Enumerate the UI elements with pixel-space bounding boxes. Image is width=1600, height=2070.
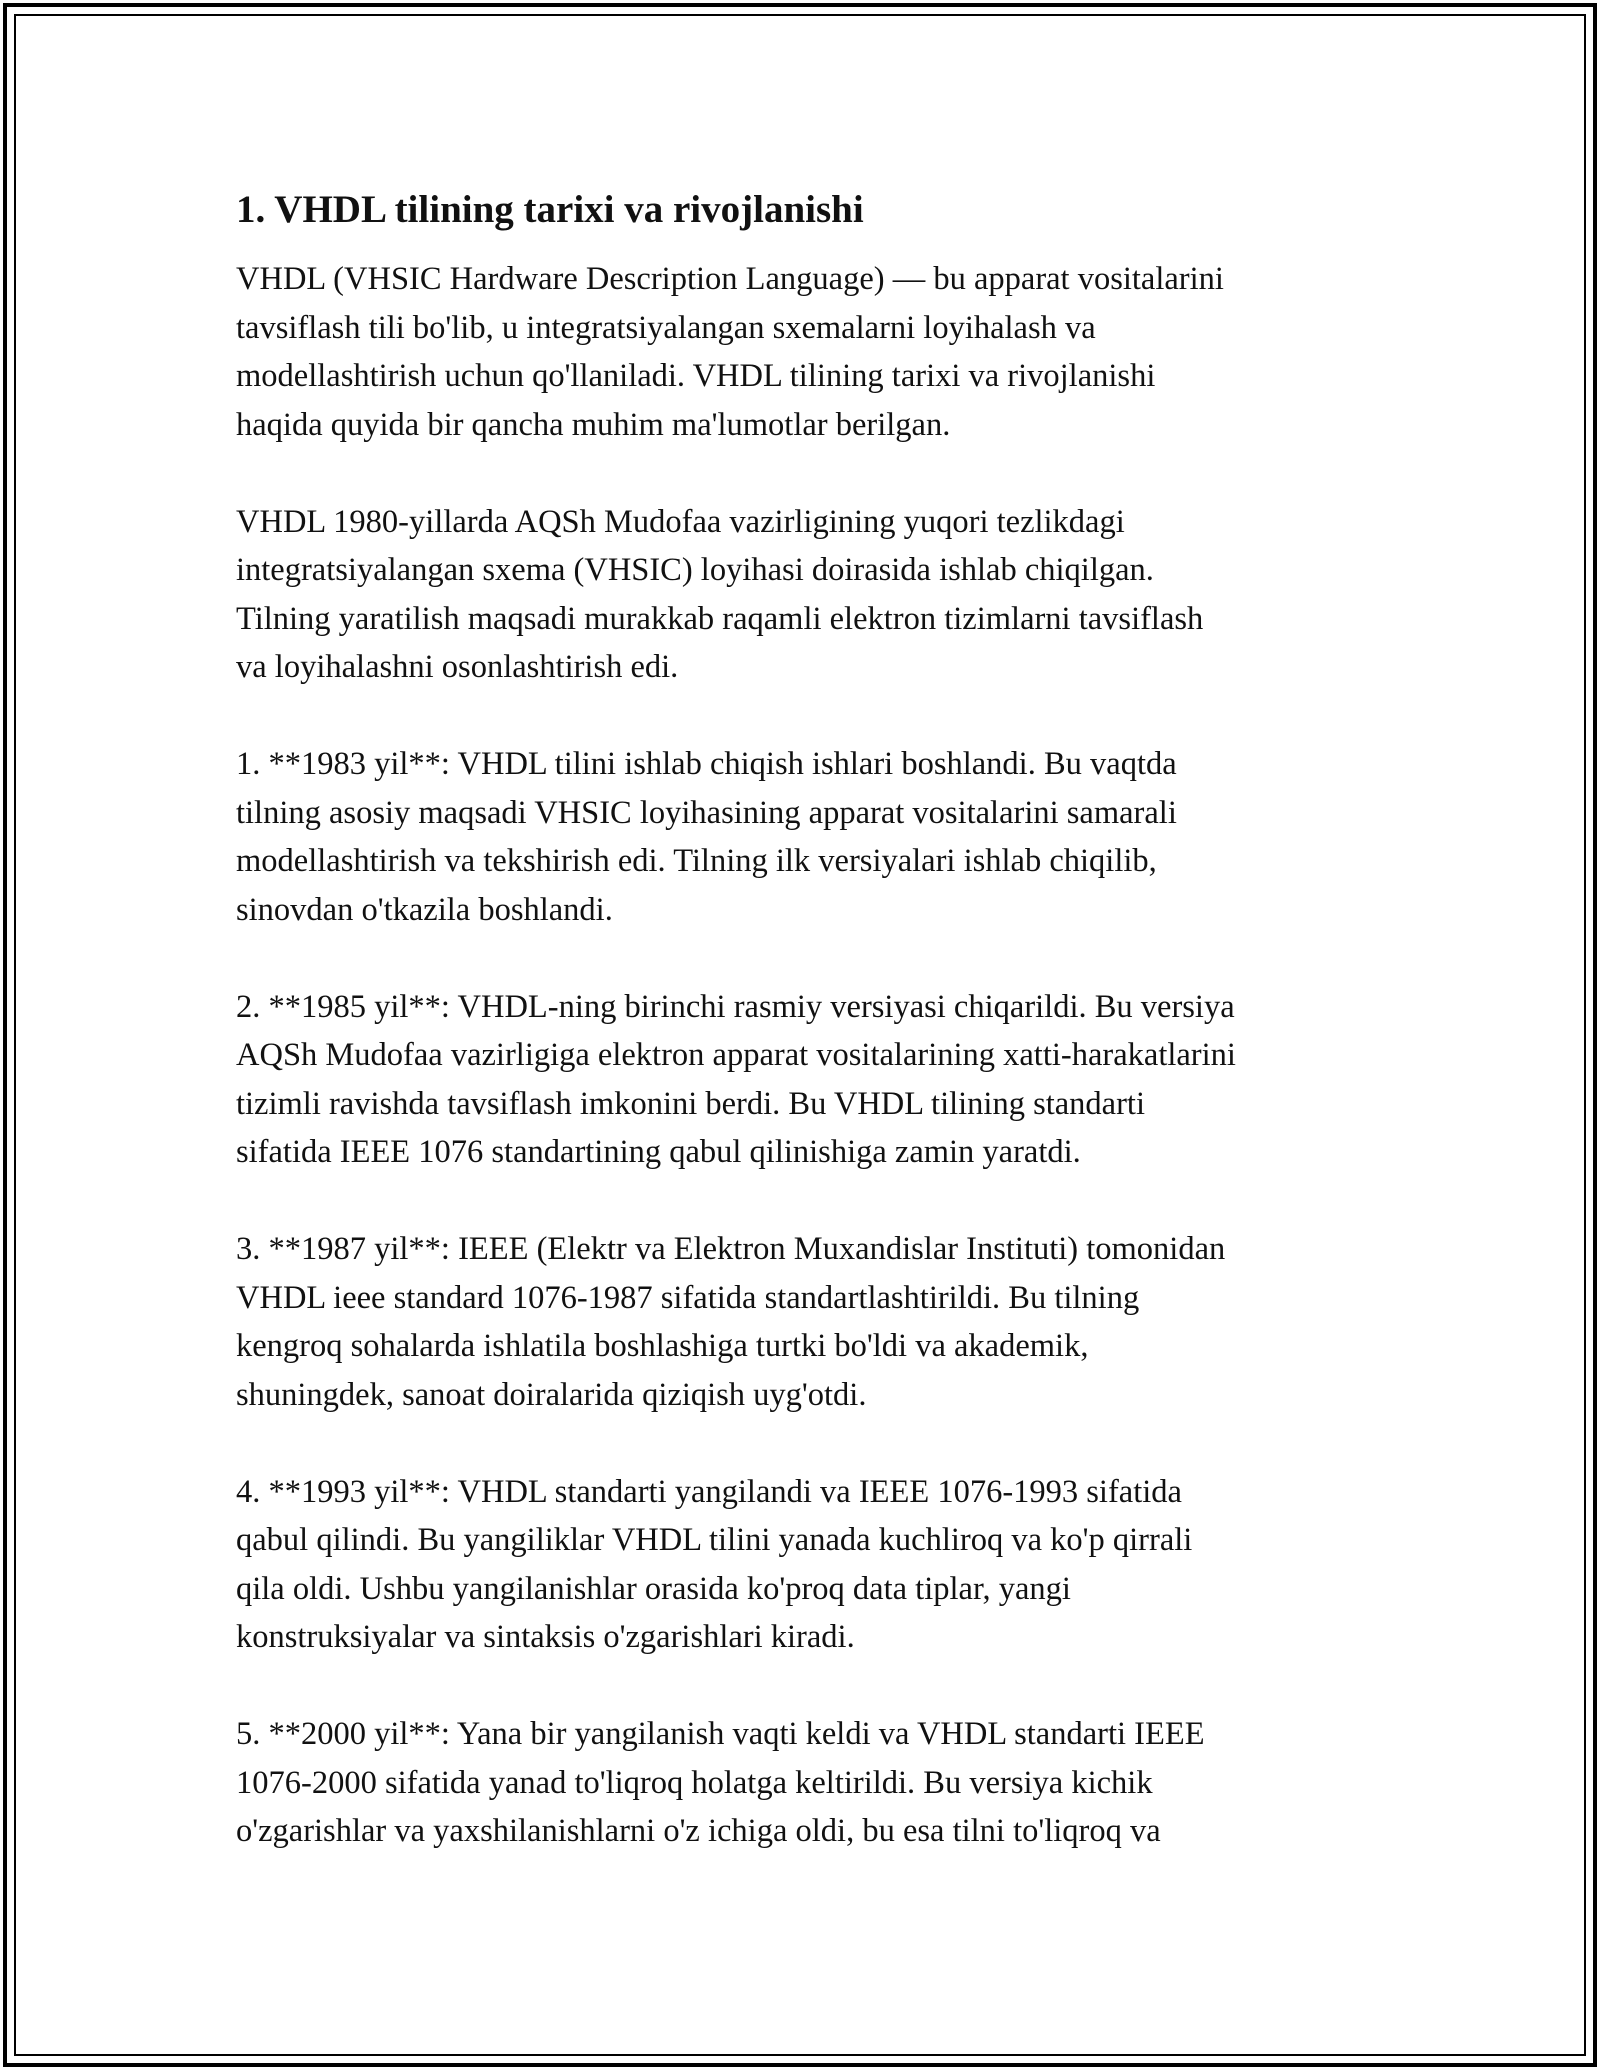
text-line: o'zgarishlar va yaxshilanishlarni o'z ichiga oldi, bu esa tilni to'liqroq va: [236, 1813, 1161, 1849]
document-body: [236, 185, 1376, 1904]
text-line: AQSh Mudofaa vazirligiga elektron apparat vositalarining xatti-harakatlarini: [236, 1037, 1236, 1073]
paragraph-intro: [236, 255, 1376, 449]
text-line: sifatida IEEE 1076 standartining qabul qilinishiga zamin yaratdi.: [236, 1134, 1081, 1170]
text-line: 1. **1983 yil**: VHDL tilini ishlab chiqish ishlari boshlandi. Bu vaqtda: [236, 746, 1177, 782]
text-line: va loyihalashni osonlashtirish edi.: [236, 649, 679, 685]
text-line: 4. **1993 yil**: VHDL standarti yangilandi va IEEE 1076-1993 sifatida: [236, 1473, 1182, 1510]
text-line: haqida quyida bir qancha muhim ma'lumotlar berilgan.: [236, 406, 951, 443]
text-line: qila oldi. Ushbu yangilanishlar orasida ko'proq data tiplar, yangi: [236, 1570, 1071, 1607]
paragraph-item-1985: [236, 983, 1376, 1177]
text-line: tilning asosiy maqsadi VHSIC loyihasining apparat vositalarini samarali: [236, 794, 1177, 831]
text-line: Tilning yaratilish maqsadi murakkab raqamli elektron tizimlarni tavsiflash: [236, 600, 1204, 637]
text-line: 3. **1987 yil**: IEEE (Elektr va Elektron Muxandislar Instituti) tomonidan: [236, 1231, 1226, 1267]
paragraph-item-1987: [236, 1225, 1376, 1419]
text-line: 1076-2000 sifatida yanad to'liqroq holatga keltirildi. Bu versiya kichik: [236, 1764, 1153, 1801]
text-line: shuningdek, sanoat doiralarida qiziqish uyg'otdi.: [236, 1376, 867, 1413]
text-line: qabul qilindi. Bu yangiliklar VHDL tilini yanada kuchliroq va ko'p qirrali: [236, 1522, 1193, 1558]
paragraph-item-1983: [236, 740, 1376, 934]
text-line: VHDL (VHSIC Hardware Description Language) — bu apparat vositalarini: [236, 261, 1224, 297]
section-title: 1. VHDL tilining tarixi va rivojlanishi: [236, 188, 864, 231]
paragraph-origin: [236, 498, 1376, 692]
text-line: 2. **1985 yil**: VHDL-ning birinchi rasmiy versiyasi chiqarildi. Bu versiya: [236, 988, 1235, 1025]
text-line: integratsiyalangan sxema (VHSIC) loyihasi doirasida ishlab chiqilgan.: [236, 552, 1154, 588]
paragraph-item-2000: [236, 1710, 1376, 1856]
text-line: modellashtirish va tekshirish edi. Tilning ilk versiyalari ishlab chiqilib,: [236, 843, 1157, 879]
text-line: konstruksiyalar va sintaksis o'zgarishlari kiradi.: [236, 1619, 855, 1655]
text-line: VHDL 1980-yillarda AQSh Mudofaa vazirligining yuqori tezlikdagi: [236, 503, 1125, 540]
text-line: modellashtirish uchun qo'llaniladi. VHDL tilining tarixi va rivojlanishi: [236, 358, 1156, 394]
text-line: tavsiflash tili bo'lib, u integratsiyalangan sxemalarni loyihalash va: [236, 309, 1096, 346]
text-line: kengroq sohalarda ishlatila boshlashiga turtki bo'ldi va akademik,: [236, 1328, 1089, 1364]
text-line: sinovdan o'tkazila boshlandi.: [236, 891, 613, 928]
text-line: VHDL ieee standard 1076-1987 sifatida standartlashtirildi. Bu tilning: [236, 1279, 1140, 1316]
text-line: 5. **2000 yil**: Yana bir yangilanish vaqti keldi va VHDL standarti IEEE: [236, 1716, 1205, 1752]
paragraph-item-1993: [236, 1468, 1376, 1662]
text-line: tizimli ravishda tavsiflash imkonini berdi. Bu VHDL tilining standarti: [236, 1085, 1145, 1122]
